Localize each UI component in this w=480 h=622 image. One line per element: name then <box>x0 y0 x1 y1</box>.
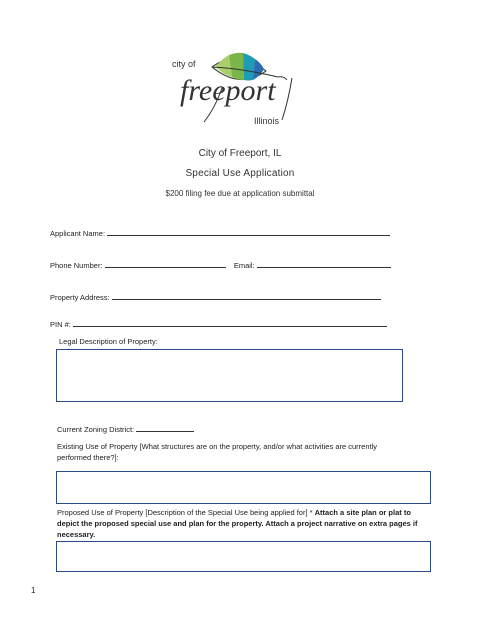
form-subtitle: Special Use Application <box>185 168 295 179</box>
email-label: Email: <box>233 261 255 270</box>
logo-city-of: city of <box>172 59 196 69</box>
phone-email-row <box>50 260 391 270</box>
logo-wordmark: freeport <box>180 74 276 107</box>
proposed-use-box[interactable] <box>56 541 431 572</box>
proposed-use-label-bold: Attach a site plan or plat to depict the proposed special use and plan for the property. Attach a project narrative on extra pages if necessary. <box>57 508 418 539</box>
applicant-name-row <box>50 228 390 238</box>
property-address-line[interactable] <box>112 292 381 300</box>
current-zoning-row <box>57 424 194 434</box>
existing-use-box[interactable] <box>56 471 431 504</box>
legal-description-label: Legal Description of Property: <box>59 337 158 346</box>
proposed-use-label <box>57 507 425 540</box>
fee-note: $200 filing fee due at application submittal <box>165 189 315 198</box>
pin-row <box>50 319 387 329</box>
existing-use-label: Existing Use of Property [What structures are on the property, and/or what activities are currently performed there?]: <box>57 442 377 462</box>
property-address-label: Property Address: <box>50 293 110 302</box>
logo-state: Illinois <box>254 116 280 126</box>
legal-description-box[interactable] <box>56 349 403 402</box>
applicant-name-line[interactable] <box>107 228 390 236</box>
leaf-logo-icon <box>160 50 310 130</box>
applicant-name-label: Applicant Name: <box>50 229 106 238</box>
city-logo <box>160 50 310 130</box>
pin-line[interactable] <box>73 319 387 327</box>
phone-number-label: Phone Number: <box>50 261 103 270</box>
proposed-use-label-normal: Proposed Use of Property [Description of the Special Use being applied for] * <box>57 508 315 517</box>
current-zoning-line[interactable] <box>136 424 194 432</box>
property-address-row <box>50 292 381 302</box>
pin-label: PIN #: <box>50 320 71 329</box>
email-line[interactable] <box>257 260 391 268</box>
form-title: City of Freeport, IL <box>198 148 282 159</box>
phone-number-line[interactable] <box>105 260 226 268</box>
page-number: 1 <box>31 586 36 595</box>
current-zoning-label: Current Zoning District: <box>57 425 135 434</box>
